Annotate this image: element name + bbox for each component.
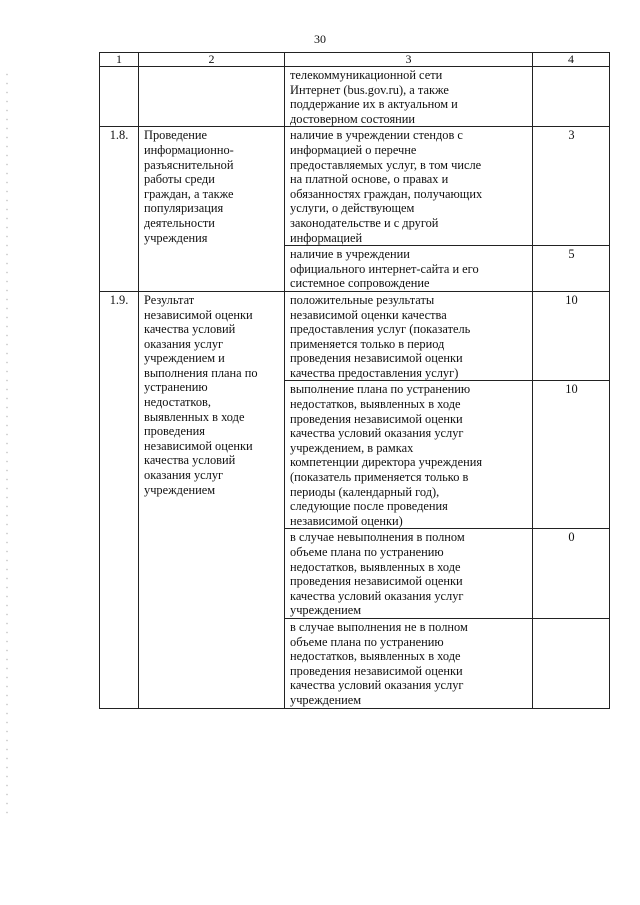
criterion-cell: наличие в учреждении официального интернет-сайта и его системное сопровождение [285, 246, 533, 292]
score-cell: 10 [533, 381, 610, 529]
column-number-2: 2 [139, 53, 285, 67]
column-number-1: 1 [100, 53, 139, 67]
column-number-3: 3 [285, 53, 533, 67]
criterion-cell: телекоммуникационной сети Интернет (bus.gov.ru), а также поддержание их в актуальном и достоверном состоянии [285, 67, 533, 127]
table-row [100, 67, 610, 127]
indicator-cell: Проведение информационно- разъяснительной работы среди граждан, а также популяризация деятельности учреждения [139, 127, 285, 292]
table-row [100, 291, 610, 381]
score-cell: 10 [533, 291, 610, 381]
column-number-4: 4 [533, 53, 610, 67]
row-number-cell: 1.9. [100, 291, 139, 708]
row-number-cell: 1.8. [100, 127, 139, 292]
criterion-cell: наличие в учреждении стендов с информацией о перечне предоставляемых услуг, в том числе на платной основе, о правах и обязанностях граждан, получающих услуги, о действующем законодательстве и с другой информацией [285, 127, 533, 246]
criterion-cell: в случае невыполнения в полном объеме плана по устранению недостатков, выявленных в ходе проведения независимой оценки качества условий оказания услуг учреждением [285, 529, 533, 619]
row-number-cell [100, 67, 139, 127]
table-header-row [100, 53, 610, 67]
score-cell: 0 [533, 529, 610, 619]
criteria-table [99, 52, 610, 709]
score-cell: 5 [533, 246, 610, 292]
criterion-cell: выполнение плана по устранению недостатков, выявленных в ходе проведения независимой оценки качества условий оказания услуг учреждением, в рамках компетенции директора учреждения (показатель применяется только в периоды (календарный год), следующие после проведения независимой оценки) [285, 381, 533, 529]
score-cell [533, 618, 610, 708]
score-cell [533, 67, 610, 127]
score-cell: 3 [533, 127, 610, 246]
scan-margin-dots [6, 70, 8, 820]
criterion-cell: в случае выполнения не в полном объеме плана по устранению недостатков, выявленных в ходе проведения независимой оценки качества условий оказания услуг учреждением [285, 618, 533, 708]
table-row [100, 127, 610, 246]
page-number: 30 [314, 32, 326, 46]
indicator-cell: Результат независимой оценки качества условий оказания услуг учреждением и выполнения плана по устранению недостатков, выявленных в ходе проведения независимой оценки качества условий оказания услуг учреждением [139, 291, 285, 708]
indicator-cell [139, 67, 285, 127]
criterion-cell: положительные результаты независимой оценки качества предоставления услуг (показатель применяется только в период проведения независимой оценки качества предоставления услуг) [285, 291, 533, 381]
